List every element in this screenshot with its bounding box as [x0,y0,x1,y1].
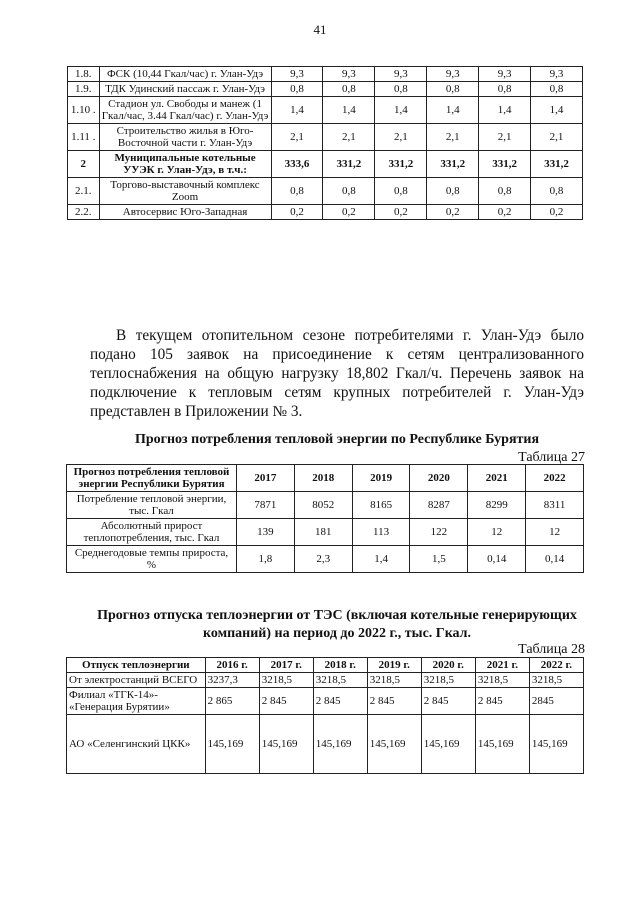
table-cell: 0,8 [427,82,479,97]
table-row [67,673,584,688]
table-cell: 2,1 [531,124,583,151]
table-row [68,124,583,151]
table-cell: 8052 [294,492,352,519]
table-cell: 9,3 [531,67,583,82]
table-cell: 139 [237,519,295,546]
row-name: Абсолютный прирост теплопотребления, тыс. Гкал [67,519,237,546]
table28-heading: Прогноз отпуска теплоэнергии от ТЭС (включая котельные генерирующих компаний) на период до 2022 г., тыс. Гкал. [97,608,577,641]
table-cell: 2,1 [479,124,531,151]
table-cell: 1,4 [352,546,410,573]
table-cell: 2 845 [367,688,421,715]
table-row [67,546,584,573]
table-cell: 2 845 [313,688,367,715]
table-cell: 0,2 [531,205,583,220]
table-cell: 3218,5 [259,673,313,688]
table-cell: 122 [410,519,468,546]
table-cell: 2 845 [421,688,475,715]
table-cell: 1,4 [427,97,479,124]
consumers-table [67,66,583,220]
column-header: 2022 [526,465,584,492]
table-cell: 331,2 [531,151,583,178]
table-cell: 1,8 [237,546,295,573]
table-cell: 3218,5 [313,673,367,688]
row-number: 2 [68,151,100,178]
table-cell: 3218,5 [475,673,529,688]
table-cell: 3237,3 [205,673,259,688]
table-row [68,97,583,124]
row-name: Стадион ул. Свободы и манеж (1 Гкал/час, 3.44 Гкал/час) г. Улан-Удэ [99,97,271,124]
row-name: ТДК Удинский пассаж г. Улан-Удэ [99,82,271,97]
table-cell: 12 [468,519,526,546]
row-name: Муниципальные котельные УУЭК г. Улан-Удэ, в т.ч.: [99,151,271,178]
table-cell: 0,14 [526,546,584,573]
row-name: Филиал «ТГК-14»- «Генерация Бурятии» [67,688,206,715]
row-number: 2.1. [68,178,100,205]
table-cell: 2845 [529,688,583,715]
column-header: 2017 г. [259,658,313,673]
table-cell: 113 [352,519,410,546]
table-cell: 0,2 [375,205,427,220]
table-cell: 2,1 [271,124,323,151]
table-cell: 0,8 [531,82,583,97]
table-cell: 8299 [468,492,526,519]
table-cell: 0,8 [323,178,375,205]
table-row [67,688,584,715]
column-header: 2022 г. [529,658,583,673]
row-name: Строительство жилья в Юго-Восточной части г. Улан-Удэ [99,124,271,151]
table-cell: 0,8 [323,82,375,97]
paragraph-text: В текущем отопительном сезоне потребителями г. Улан-Удэ было подано 105 заявок на присоединение к сетям централизованного теплоснабжения на общую нагрузку 18,802 Гкал/ч. Перечень заявок на подключение к тепловым сетям крупных потребителей г. Улан-Удэ представлен в Приложении № 3. [90,327,584,420]
column-header: 2017 [237,465,295,492]
table-row [68,151,583,178]
table-cell: 9,3 [375,67,427,82]
column-header: 2019 г. [367,658,421,673]
table-row [67,492,584,519]
row-number: 1.9. [68,82,100,97]
table-cell: 1,4 [271,97,323,124]
table-cell: 331,2 [375,151,427,178]
table-cell: 9,3 [427,67,479,82]
table-cell: 2,3 [294,546,352,573]
table-cell: 3218,5 [529,673,583,688]
table-cell: 1,4 [375,97,427,124]
table-cell: 145,169 [367,715,421,774]
table-row [67,519,584,546]
table-cell: 145,169 [421,715,475,774]
column-header: 2016 г. [205,658,259,673]
table-cell: 331,2 [427,151,479,178]
table-cell: 8165 [352,492,410,519]
table-cell: 331,2 [323,151,375,178]
table-cell: 1,4 [479,97,531,124]
table-cell: 0,2 [479,205,531,220]
table-cell: 333,6 [271,151,323,178]
table-cell: 2,1 [427,124,479,151]
table-cell: 0,8 [479,178,531,205]
row-number: 2.2. [68,205,100,220]
table-cell: 7871 [237,492,295,519]
table-cell: 145,169 [259,715,313,774]
table28-caption: Таблица 28 [518,642,585,657]
table-cell: 0,8 [375,178,427,205]
row-name: Потребление тепловой энергии, тыс. Гкал [67,492,237,519]
table-cell: 0,8 [375,82,427,97]
table-cell: 12 [526,519,584,546]
table-cell: 2,1 [375,124,427,151]
column-header: 2021 г. [475,658,529,673]
column-header: 2019 [352,465,410,492]
table-cell: 0,2 [427,205,479,220]
table-cell: 8287 [410,492,468,519]
table-cell: 1,4 [323,97,375,124]
table-cell: 181 [294,519,352,546]
table-cell: 145,169 [313,715,367,774]
table-cell: 0,14 [468,546,526,573]
table-cell: 0,2 [323,205,375,220]
row-name: ФСК (10,44 Гкал/час) г. Улан-Удэ [99,67,271,82]
table-row [67,715,584,774]
row-number: 1.11 . [68,124,100,151]
column-header: 2020 г. [421,658,475,673]
table-cell: 3218,5 [367,673,421,688]
table-cell: 0,2 [271,205,323,220]
column-header: Прогноз потребления тепловой энергии Республики Бурятия [67,465,237,492]
heat-consumption-forecast-table [66,464,584,573]
row-name: Автосервис Юго-Западная [99,205,271,220]
table-cell: 145,169 [205,715,259,774]
row-name: Торгово-выставочный комплекс Zoom [99,178,271,205]
column-header: Отпуск теплоэнергии [67,658,206,673]
table-cell: 0,8 [531,178,583,205]
table-cell: 145,169 [475,715,529,774]
table-cell: 1,5 [410,546,468,573]
table-cell: 2,1 [323,124,375,151]
table-row [68,178,583,205]
table-cell: 1,4 [531,97,583,124]
table-cell: 9,3 [271,67,323,82]
table27-heading: Прогноз потребления тепловой энергии по Республике Бурятия [134,432,540,447]
table-cell: 3218,5 [421,673,475,688]
row-name: Среднегодовые темпы прироста, % [67,546,237,573]
page-number: 41 [313,22,327,37]
paragraph [90,326,584,421]
column-header: 2018 г. [313,658,367,673]
table-row [68,205,583,220]
table-cell: 0,8 [271,178,323,205]
table-cell: 9,3 [479,67,531,82]
table-cell: 331,2 [479,151,531,178]
column-header: 2020 [410,465,468,492]
table27-caption: Таблица 27 [518,450,585,465]
row-name: АО «Селенгинский ЦКК» [67,715,206,774]
table-row [68,67,583,82]
row-number: 1.8. [68,67,100,82]
row-number: 1.10 . [68,97,100,124]
column-header: 2021 [468,465,526,492]
table-cell: 0,8 [271,82,323,97]
row-name: От электростанций ВСЕГО [67,673,206,688]
table-cell: 8311 [526,492,584,519]
table-cell: 2 845 [259,688,313,715]
table-cell: 145,169 [529,715,583,774]
table-cell: 2 865 [205,688,259,715]
heat-supply-forecast-table [66,657,584,774]
table-cell: 0,8 [427,178,479,205]
column-header: 2018 [294,465,352,492]
table-cell: 2 845 [475,688,529,715]
table-row [68,82,583,97]
table-cell: 9,3 [323,67,375,82]
table-cell: 0,8 [479,82,531,97]
